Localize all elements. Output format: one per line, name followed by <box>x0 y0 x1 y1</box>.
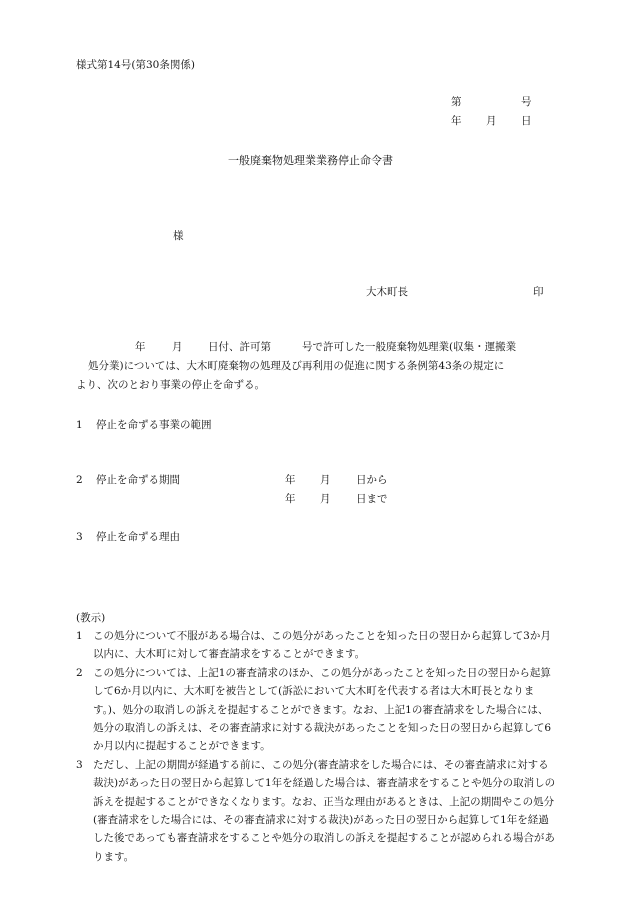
period-from-month: 月 <box>320 474 331 486</box>
notice-item <box>76 627 558 664</box>
period-to-month: 月 <box>320 493 331 505</box>
document-number-prefix: 第 <box>451 96 462 108</box>
date-year: 年 <box>451 115 462 127</box>
item-1-label: 停止を命ずる事業の範囲 <box>96 419 212 431</box>
issuer-name: 大木町長 <box>366 286 408 298</box>
body-month: 月 <box>172 341 183 353</box>
addressee-suffix: 様 <box>173 230 184 242</box>
item-3-number: 3 <box>76 531 83 543</box>
document-number-suffix: 号 <box>521 96 532 108</box>
notice-item-number: 2 <box>76 666 83 679</box>
date-day: 日 <box>521 115 532 127</box>
body-line3: より、次のとおり事業の停止を命ずる。 <box>76 379 265 391</box>
notice-item-number: 3 <box>76 758 83 771</box>
item-2-number: 2 <box>76 474 83 486</box>
period-to-day: 日まで <box>356 493 388 505</box>
notice-item-text: ただし、上記の期間が経過する前に、この処分(審査請求をした場合には、その審査請求に対する裁決)があった日の翌日から起算して1年を経過した場合は、審査請求をすることや処分の取消しの訴えを提起することができなくなります。なお、正当な理由があるときは、上記の期間やこの処分(審査請求をした場合には、その審査請求に対する裁決)があった日の翌日から起算して1年を経過した後であっても審査請求をすることや処分の取消しの訴えを提起することが認められる場合があります。 <box>93 758 556 863</box>
notice-item <box>76 664 558 756</box>
notice-item-number: 1 <box>76 630 83 642</box>
item-2-label: 停止を命ずる期間 <box>96 474 180 486</box>
document-title: 一般廃棄物処理業業務停止命令書 <box>228 154 393 167</box>
body-year: 年 <box>135 341 146 353</box>
item-1-number: 1 <box>76 419 83 431</box>
body-line1-rest: 号で許可した一般廃棄物処理業(収集・運搬業 <box>302 341 517 353</box>
period-from-day: 日から <box>356 474 388 486</box>
date-month: 月 <box>486 115 497 127</box>
notice-item <box>76 756 558 866</box>
body-day-permit: 日付、許可第 <box>208 341 271 353</box>
notice-list <box>76 627 558 866</box>
notice-heading: (教示) <box>76 612 106 624</box>
item-3-label: 停止を命ずる理由 <box>96 531 180 543</box>
notice-item-text: この処分については、上記1の審査請求のほか、この処分があったことを知った日の翌日から起算して6か月以内に、大木町を被告として(訴訟において大木町を代表する者は大木町長となります。)、処分の取消しの訴えを提起することができます。なお、上記1の審査請求をした場合には、処分の取消しの訴えは、その審査請求に対する裁決があったことを知った日の翌日から起算して6か月以内に提起することができます。 <box>93 666 552 753</box>
period-from-year: 年 <box>285 474 296 486</box>
form-label: 様式第14号(第30条関係) <box>76 59 195 71</box>
body-line2: 処分業)については、大木町廃棄物の処理及び再利用の促進に関する条例第43条の規定に <box>88 360 505 372</box>
period-to-year: 年 <box>285 493 296 505</box>
seal-mark: 印 <box>533 286 544 298</box>
notice-item-text: この処分について不服がある場合は、この処分があったことを知った日の翌日から起算して3か月以内に、大木町に対して審査請求をすることができます。 <box>93 630 551 661</box>
